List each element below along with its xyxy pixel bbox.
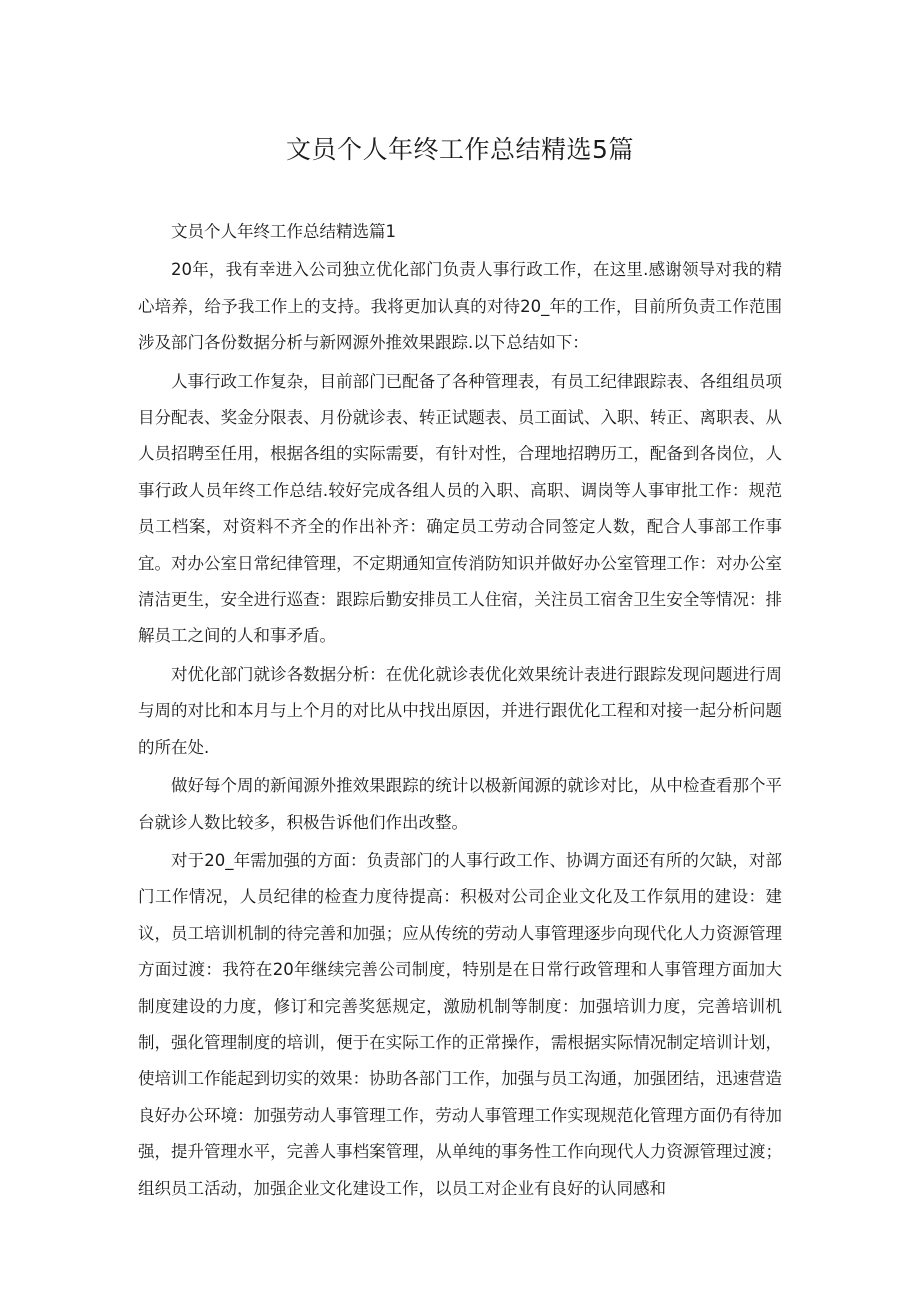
paragraph-news-tracking: 做好每个周的新闻源外推效果跟踪的统计以极新闻源的就诊对比，从中检查看那个平台就诊人数比较多，积极告诉他们作出改整。 bbox=[138, 776, 782, 832]
section-heading: 文员个人年终工作总结精选篇1 bbox=[171, 222, 396, 241]
document-title: 文员个人年终工作总结精选5篇 bbox=[286, 135, 634, 164]
paragraph-improvements: 对于20_年需加强的方面：负责部门的人事行政工作、协调方面还有所的欠缺，对部门工作情况，人员纪律的检查力度待提高：积极对公司企业文化及工作氛用的建设：建议，员工培训机制的待完善和加强；应从传统的劳动人事管理逐步向现代化人力资源管理方面过渡：我符在20年继续完善公司制度，特别是在日常行政管理和人事管理方面加大制度建设的力度，修订和完善奖惩规定，激励机制等制度：加强培训力度，完善培训机制，强化管理制度的培训，便于在实际工作的正常操作，需根据实际情况制定培训计划，使培训工作能起到切实的效果：协助各部门工作，加强与员工沟通，加强团结，迅速营造良好办公环境：加强劳动人事管理工作，劳动人事管理工作实现规范化管理方面仍有待加强，提升管理水平，完善人事档案管理，从单纯的事务性工作向现代人力资源管理过渡；组织员工活动，加强企业文化建设工作，以员工对企业有良好的认同感和 bbox=[138, 850, 782, 1198]
paragraph-intro: 20年，我有幸进入公司独立优化部门负责人事行政工作，在这里.感谢领导对我的精心培养，给予我工作上的支持。我将更加认真的对待20_年的工作，目前所负责工作范围涉及部门各份数据分析与新网源外推效果跟踪.以下总结如下： bbox=[138, 260, 782, 353]
paragraph-data-analysis: 对优化部门就诊各数据分析：在优化就诊表优化效果统计表进行跟踪发现问题进行周与周的对比和本月与上个月的对比从中找出原因，并进行跟优化工程和对接一起分析问题的所在处. bbox=[138, 664, 782, 757]
document-body bbox=[138, 214, 782, 1207]
paragraph-hr-admin: 人事行政工作复杂，目前部门已配备了各种管理表，有员工纪律跟踪表、各组组员项目分配表、奖金分限表、月份就诊表、转正试题表、员工面试、入职、转正、离职表、从人员招聘至任用，根据各组的实际需要，有针对性，合理地招聘历工，配备到各岗位，人事行政人员年终工作总结.较好完成各组人员的入职、高职、调岗等人事审批工作：规范员工档案，对资料不齐全的作出补齐：确定员工劳动合同签定人数，配合人事部工作事宜。对办公室日常纪律管理，不定期通知宣传消防知识并做好办公室管理工作：对办公室清洁更生，安全进行巡查：跟踪后勤安排员工人住宿，关注员工宿舍卫生安全等情况：排解员工之间的人和事矛盾。 bbox=[138, 371, 782, 646]
